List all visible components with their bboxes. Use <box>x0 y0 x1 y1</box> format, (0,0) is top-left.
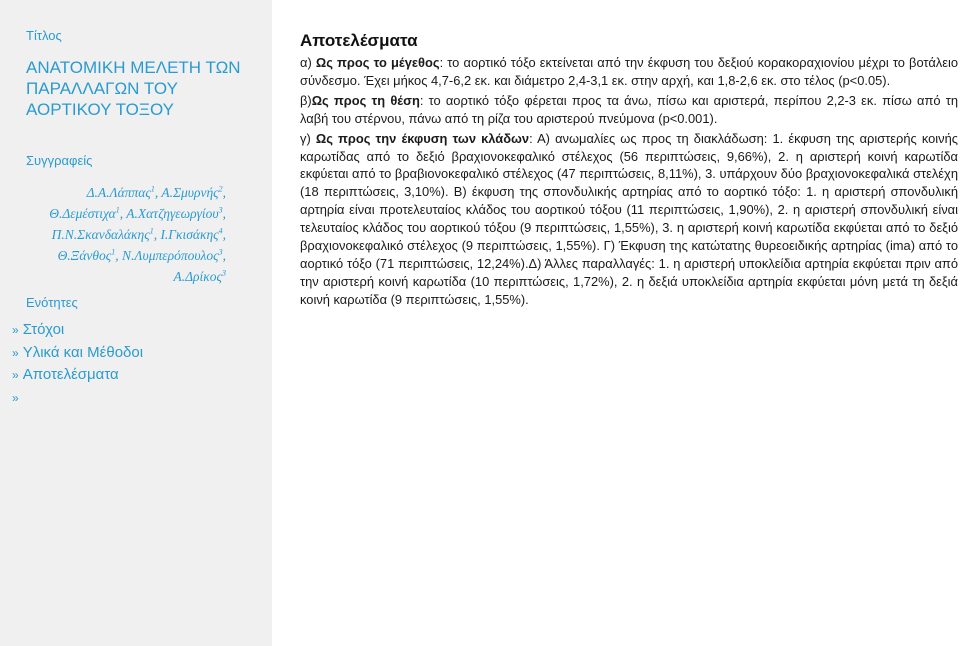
author: Ν.Λυμπερόπουλος$^3$, <box>122 247 226 263</box>
main-content <box>300 30 958 311</box>
author: Δ.Α.Λάππας$^1$, <box>86 184 162 200</box>
paragraph-position: β)Ως προς τη θέση: το αορτικό τόξο φέρεται προς τα άνω, πίσω και αριστερά, περίπου 2,2-3 εκ. πίσω από τη λαβή του στέρνου, πάνω από τη ρίζα του αριστερού πνεύμονα (p<0.001). <box>300 92 958 126</box>
nav-item-empty[interactable] <box>12 387 143 410</box>
paragraph-size: α) Ως προς το μέγεθος: το αορτικό τόξο εκτείνεται από την έκφυση του δεξιού κορακοραχιονίου μέχρι το βοτάλειο σύνδεσμο. Έχει μήκος 4,7-6,2 εκ. και διάμετρο 2,4-3,1 εκ. στην αρχή, και 1,8-2,6 εκ. στο τέλος (p<0.05). <box>300 55 959 88</box>
nav-item-objectives[interactable]: » Στόχοι <box>12 321 65 338</box>
author: Θ.Ξάνθος$^1$, <box>57 247 123 263</box>
nav-item-materials-methods[interactable]: » Υλικά και Μέθοδοι <box>12 343 144 361</box>
paragraph-branches: γ) Ως προς την έκφυση των κλάδων: Α) ανωμαλίες ως προς τη διακλάδωση: 1. έκφυση της αριστερής κοινής καρωτίδας από το δεξιό βραχιονοκεφαλικό στέλεχος (56 περιπτώσεις, 9,66%), 2. η αριστερή κοινή καρωτίδα εκφύεται από το βραβιονοκεφαλικό στέλεχος (47 περιπτώσεις, 8,11%), 3. υπάρχουν δύο βραχιονοκεφαλικά στελέχη (18 περιπτώσεις, 3,10%). Β) έκφυση της σπονδυλικής αρτηρίας από το αορτικό τόξο: 1. η αριστερή σπονδυλική αρτηρία είναι προτελευταίος κλάδος του αορτικού τόξου (11 περιπτώσεις, 1,90%), 2. η αριστερή σπονδυλική είναι τελευταίος κλάδος του αορτικού τόξου (9 περιπτώσεις, 1,55%), 3. η αριστερή κοινή καρωτίδα εκφύεται από το δεξιό βραχιονοκεφαλικό στέλεχος (9 περιπτώσεις, 1,55%). Γ) Έκφυση της κατώτατης θυρεοειδικής αρτηρίας (ima) από το αορτικό τόξο (71 περιπτώσεις, 12,24%).Δ) Άλλες παραλλαγές: 1. η αριστερή υποκλείδια αρτηρία εκφύεται πριν από την αριστερή κοινή καρωτίδα (10 περιπτώσεις, 1,72%), 2. η δεξιά υποκλείδια αρτηρία εκφύεται μόνη μετά τη δεξιά κοινή καρωτίδα (9 περιπτώσεις, 1,55%). <box>300 130 958 307</box>
title-label: Τίτλος <box>26 28 62 43</box>
author: Ι.Γκισάκης$^4$, <box>160 226 226 242</box>
sidebar <box>0 0 272 646</box>
author: Α.Δρίκος$^3$ <box>173 268 226 284</box>
nav-marker: » <box>12 368 19 382</box>
authors-list <box>26 180 226 285</box>
author: Α.Σμυρνής$^2$, <box>161 184 226 200</box>
paper-title: ΑΝΑΤΟΜΙΚΗ ΜΕΛΕΤΗ ΤΩΝ ΠΑΡΑΛΛΑΓΩΝ ΤΟΥ ΑΟΡΤΙΚΟΥ ΤΟΞΟΥ <box>26 58 241 119</box>
nav-marker: » <box>12 345 19 360</box>
section-nav <box>12 319 143 409</box>
nav-item-results[interactable]: » Αποτελέσματα <box>12 366 119 383</box>
nav-marker: » <box>12 390 19 405</box>
nav-marker: » <box>12 323 19 337</box>
section-heading: Αποτελέσματα <box>300 31 418 50</box>
author: Θ.Δεμέστιχα$^1$, <box>49 205 127 221</box>
authors-label: Συγγραφείς <box>26 153 93 168</box>
results-text <box>300 54 958 309</box>
sections-label: Ενότητες <box>26 295 78 310</box>
author: Α.Χατζηγεωργίου$^3$, <box>126 205 226 221</box>
author: Π.Ν.Σκανδαλάκης$^1$, <box>51 226 161 242</box>
